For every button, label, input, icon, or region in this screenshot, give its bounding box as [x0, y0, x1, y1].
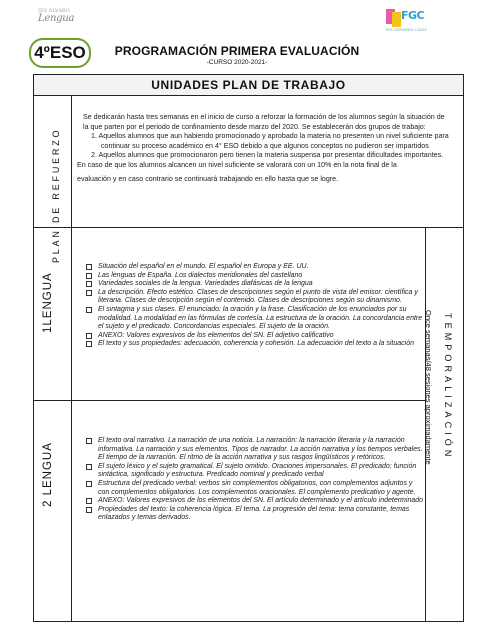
list-item: El texto y sus propiedades: adecuación, coherencia y cohesión. La adecuación del texto a la situación: [84, 340, 423, 349]
refuerzo-text: [77, 113, 450, 185]
list-item: ANEXO: Valores expresivos de los elementos del SN. El adjetivo calificativo: [84, 332, 423, 341]
level-badge: 4ºESO: [29, 38, 91, 68]
list-item: ANEXO: Valores expresivos de los elementos del SN. El artículo determinado y el artículo indeterminado: [84, 497, 423, 506]
row-divider-refuerzo: [34, 227, 463, 228]
document-title: PROGRAMACIÓN PRIMERA EVALUACIÓN: [114, 44, 360, 58]
list-item: Las lenguas de España. Los dialectos meridionales del castellano: [84, 272, 423, 281]
checkbox-icon: [86, 498, 92, 504]
checkbox-icon: [86, 273, 92, 279]
school-logo-top: IES ÁLVARO: [38, 8, 70, 14]
logo-yellow-block: [392, 12, 401, 27]
checkbox-icon: [86, 264, 92, 270]
table-header: UNIDADES PLAN DE TRABAJO: [34, 75, 463, 96]
lengua2-label: 2 LENGUA: [42, 442, 54, 508]
refuerzo-closing-1: En caso de que los alumnos alcancen un nivel suficiente se valorará con un 10% en la nota final de la: [77, 160, 397, 169]
checkbox-icon: [86, 464, 92, 470]
checkbox-icon: [86, 481, 92, 487]
checkbox-icon: [86, 307, 92, 313]
lengua2-list: [84, 437, 423, 523]
temporalizacion-label: TEMPORALIZACIÓN: [443, 313, 453, 461]
checkbox-icon: [86, 281, 92, 287]
refuerzo-label: PLAN DE REFUERZO: [51, 127, 61, 263]
list-item: Propiedades del texto: la coherencia lógica. El tema. La progresión del tema: tema constante, temas enlazados y temas derivados.: [84, 506, 423, 523]
list-item: El texto oral narrativo. La narración de una noticia. La narración: la narración literaria y la narración informativa. La narración y sus elementos. Tipos de narrador. La acción narrativa y los tiempos verbales. El tiempo de la narración. El ritmo de la acción narrativa y sus rasgos lingüísticos y retóricos.: [84, 437, 423, 463]
list-item: Estructura del predicado verbal: verbos sin complementos obligatorios, con complementos adjuntos y con complementos obligatorios. Los complementos oracionales. El complemento predicativo y agente.: [84, 480, 423, 497]
refuerzo-item-1: 1. Aquellos alumnos que aun habiendo promocionado y aprobado la materia no presenten un nivel suficiente para continuar su proceso académico en 4° ESO debido a que algunos conceptos no pudieron ser impartidos: [91, 132, 449, 150]
list-item: Variedades sociales de la lengua. Variedades diafásicas de la lengua: [84, 280, 423, 289]
row-divider-lengua: [34, 400, 425, 401]
list-item: La descripción. Efecto estético. Clases de descripciones según el punto de vista del emisor: científica y literaria. Clases de descripción según el contenido. Clases de descripciones según su dinamismo.: [84, 289, 423, 306]
checkbox-icon: [86, 290, 92, 296]
school-logo: [38, 8, 80, 28]
refuerzo-closing-2: evaluación y en caso contrario se continuará trabajando en ello hasta que se logre.: [77, 175, 339, 183]
fgc-logo-sub: IES GERARDO CÁDIZ: [386, 27, 427, 32]
list-item: El sujeto léxico y el sujeto gramatical. El sujeto omitido. Oraciones impersonales. El predicado: función sintáctica, significado y estructura. Predicado nominal y predicado verbal: [84, 463, 423, 480]
checkbox-icon: [86, 333, 92, 339]
lengua1-list: [84, 263, 423, 349]
fgc-logo-text: FGC: [401, 9, 425, 22]
school-logo-main: Lengua: [38, 13, 75, 24]
document-subtitle: -CURSO 2020-2021-: [206, 59, 268, 66]
refuerzo-intro: Se dedicarán hasta tres semanas en el inicio de curso a reforzar la formación de los alumnos según la situación de la que parten por el periodo de confinamiento desde marzo del 2020. Se establecerán dos grupos de trabajo:: [83, 113, 445, 131]
checkbox-icon: [86, 507, 92, 513]
list-item: Situación del español en el mundo. El español en Europa y EE. UU.: [84, 263, 423, 272]
checkbox-icon: [86, 341, 92, 347]
temporalizacion-sessions: Once semanas/48 sesiones aproximadamente: [424, 309, 433, 465]
checkbox-icon: [86, 438, 92, 444]
fgc-logo: [386, 5, 426, 35]
list-item: El sintagma y sus clases. El enunciado: la oración y la frase. Clasificación de los enunciados por su modalidad. La modalidad en las fórmulas de cortesía. La estructura de la oración. La concordancia entre el sujeto y el predicado. Concordancias especiales. El sujeto de la oración.: [84, 306, 423, 332]
refuerzo-item-2: 2. Aquellos alumnos que promocionaron pero tienen la materia suspensa por presentar dificultades importantes.: [91, 151, 444, 159]
label-column-divider: [71, 96, 72, 622]
lengua1-label: 1LENGUA: [42, 272, 54, 334]
